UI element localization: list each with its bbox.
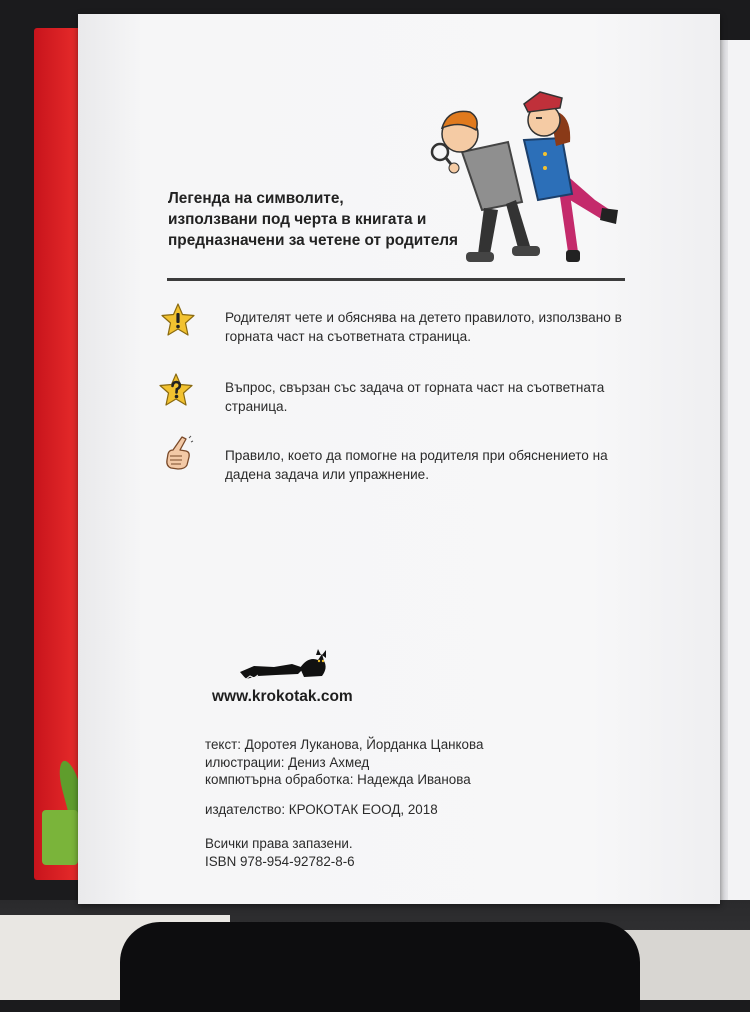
rights-block bbox=[205, 835, 355, 870]
legend-item-text: страница. bbox=[225, 399, 288, 414]
legend-item-exclamation bbox=[225, 308, 670, 346]
credits-block bbox=[205, 736, 483, 789]
publisher-website[interactable]: www.krokotak.com bbox=[212, 688, 353, 705]
legend-item-text: Родителят чете и обяснява на детето правилото, използвано в bbox=[225, 310, 622, 325]
publishing-block bbox=[205, 801, 438, 819]
credit-text-authors: текст: Доротея Луканова, Йорданка Цанкова bbox=[205, 737, 484, 752]
legend-item-text: Правило, което да помогне на родителя при обяснението на bbox=[225, 448, 608, 463]
star-exclamation-icon bbox=[160, 302, 196, 338]
separator-rule bbox=[167, 278, 625, 281]
credit-layout: компютърна обработка: Надежда Иванова bbox=[205, 772, 471, 787]
cover-grass-decoration bbox=[42, 810, 78, 865]
person-legs bbox=[120, 922, 640, 1012]
legend-item-text: горната част на съответната страница. bbox=[225, 329, 471, 344]
legend-item-rule bbox=[225, 446, 670, 484]
credit-illustrations: илюстрации: Дениз Ахмед bbox=[205, 754, 370, 770]
rights-reserved: Всички права запазени. bbox=[205, 836, 353, 851]
legend-title-line: предназначени за четене от родителя bbox=[168, 232, 459, 249]
pointing-hand-icon bbox=[162, 434, 194, 472]
star-question-icon bbox=[158, 372, 194, 408]
legend-title bbox=[168, 188, 498, 251]
krokotak-logo-icon bbox=[238, 646, 332, 686]
legend-item-text: дадена задача или упражнение. bbox=[225, 467, 430, 482]
legend-title-line: използвани под черта в книгата и bbox=[168, 211, 427, 228]
legend-item-text: Въпрос, свързан със задача от горната част на съответната bbox=[225, 380, 605, 395]
isbn: ISBN 978-954-92782-8-6 bbox=[205, 853, 355, 869]
legend-item-question bbox=[225, 378, 670, 416]
legend-title-line: Легенда на символите, bbox=[168, 190, 344, 207]
credit-publisher: издателство: КРОКОТАК ЕООД, 2018 bbox=[205, 802, 438, 817]
